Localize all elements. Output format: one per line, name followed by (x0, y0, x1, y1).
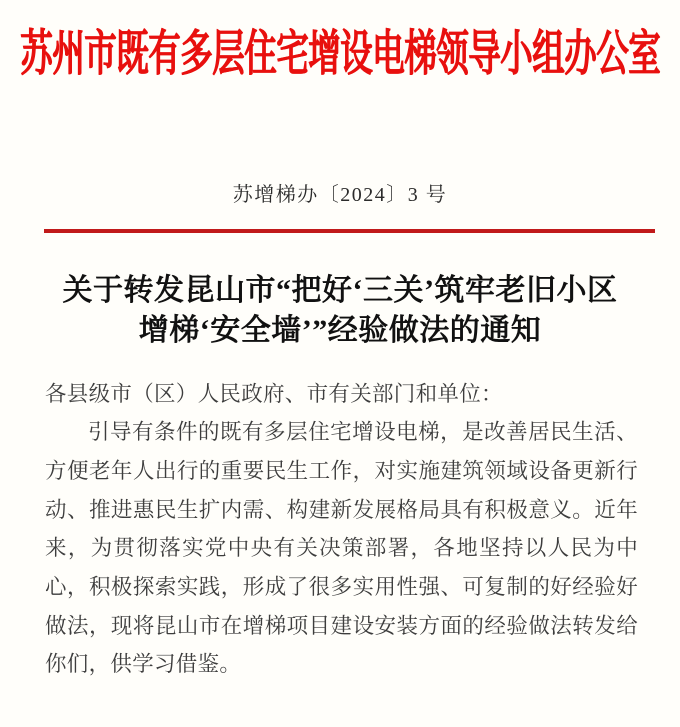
title-line-1: 关于转发昆山市“把好‘三关’筑牢老旧小区 (62, 273, 618, 307)
document-title (40, 271, 640, 351)
title-line-2: 增梯‘安全墙’”经验做法的通知 (138, 313, 542, 347)
official-document-page (0, 24, 680, 727)
letterhead-title: 苏州市既有多层住宅增设电梯领导小组办公室 (19, 28, 660, 82)
salutation-line: 各县级市（区）人民政府、市有关部门和单位： (45, 381, 503, 406)
document-reference-number: 苏增梯办〔2024〕3 号 (232, 184, 448, 206)
letterhead (0, 24, 680, 86)
red-divider-line (44, 229, 655, 233)
body-paragraph: 引导有条件的既有多层住宅增设电梯，是改善居民生活、方便老年人出行的重要民生工作，对实施建筑领域设备更新行动、推进惠民生扩内需、构建新发展格局具有积极意义。近年来，为贯彻落实党中央有关决策部署，各地坚持以人民为中心，积极探索实践，形成了很多实用性强、可复制的好经验好做法，现将昆山市在增梯项目建设安装方面的经验做法转发给你们，供学习借鉴。 (45, 420, 638, 677)
document-body (45, 375, 638, 685)
